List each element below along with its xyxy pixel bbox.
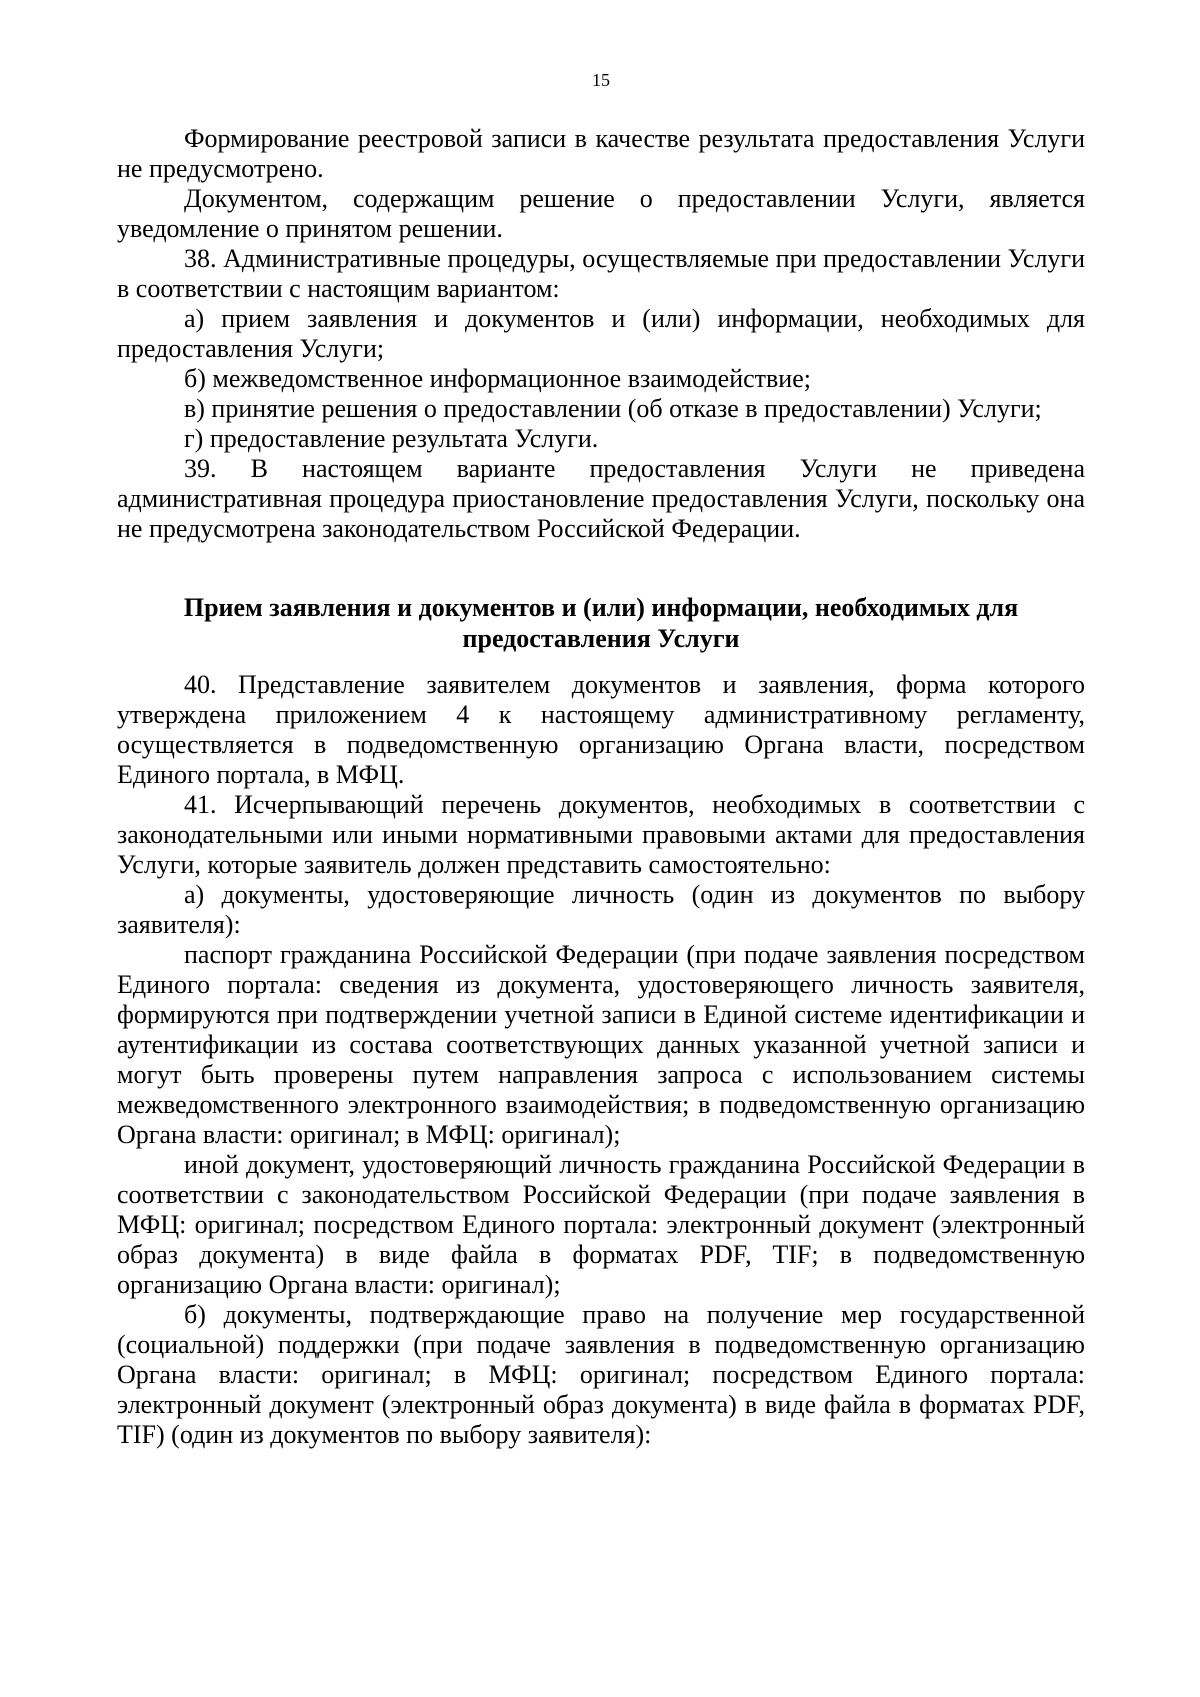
list-item-b: б) межведомственное информационное взаимодействие;	[184, 364, 811, 393]
paragraph-decision-document: Документом, содержащим решение о предоставлении Услуги, является уведомление о принятом решении.	[117, 184, 1085, 243]
document-body	[117, 124, 1085, 1450]
section-heading-line-2: предоставления Услуги	[462, 624, 740, 653]
paragraph-40: 40. Представление заявителем документов и заявления, форма которого утверждена приложением 4 к настоящему административному регламенту, осуществляется в подведомственную организацию Органа власти, посредством Единого портала, в МФЦ.	[117, 670, 1085, 789]
list-item-identity-docs: а) документы, удостоверяющие личность (один из документов по выбору заявителя):	[117, 880, 1085, 939]
paragraph-passport: паспорт гражданина Российской Федерации (при подаче заявления посредством Единого портала: сведения из документа, удостоверяющего личность заявителя, формируются при подтверждении учетной записи в Единой системе идентификации и аутентификации из состава соответствующих данных указанной учетной записи и могут быть проверены путем направления запроса с использованием системы межведомственного электронного взаимодействия; в подведомственную организацию Органа власти: оригинал; в МФЦ: оригинал);	[117, 940, 1085, 1149]
list-item-a: а) прием заявления и документов и (или) информации, необходимых для предоставления Услуги;	[117, 304, 1085, 363]
paragraph-39: 39. В настоящем варианте предоставления Услуги не приведена административная процедура приостановление предоставления Услуги, поскольку она не предусмотрена законодательством Российской Федерации.	[117, 454, 1085, 543]
list-item-v: в) принятие решения о предоставлении (об отказе в предоставлении) Услуги;	[184, 394, 1042, 423]
list-item-support-docs: б) документы, подтверждающие право на получение мер государственной (социальной) поддержки (при подаче заявления в подведомственную организацию Органа власти: оригинал; в МФЦ: оригинал; посредством Единого портала: электронный документ (электронный образ документа) в виде файла в форматах PDF, TIF) (один из документов по выбору заявителя):	[117, 1300, 1085, 1449]
paragraph-registry-record: Формирование реестровой записи в качестве результата предоставления Услуги не предусмотрено.	[117, 124, 1085, 183]
paragraph-41: 41. Исчерпывающий перечень документов, необходимых в соответствии с законодательными или иными нормативными правовыми актами для предоставления Услуги, которые заявитель должен представить самостоятельно:	[117, 790, 1085, 879]
section-heading	[117, 592, 1085, 654]
page-number: 15	[592, 70, 610, 90]
paragraph-38: 38. Административные процедуры, осуществляемые при предоставлении Услуги в соответствии с настоящим вариантом:	[117, 244, 1085, 303]
list-item-g: г) предоставление результата Услуги.	[184, 424, 599, 453]
section-heading-line-1: Прием заявления и документов и (или) информации, необходимых для	[183, 593, 1019, 622]
paragraph-other-id-document: иной документ, удостоверяющий личность гражданина Российской Федерации в соответствии с законодательством Российской Федерации (при подаче заявления в МФЦ: оригинал; посредством Единого портала: электронный документ (электронный образ документа) в виде файла в форматах PDF, TIF; в подведомственную организацию Органа власти: оригинал);	[117, 1150, 1085, 1299]
